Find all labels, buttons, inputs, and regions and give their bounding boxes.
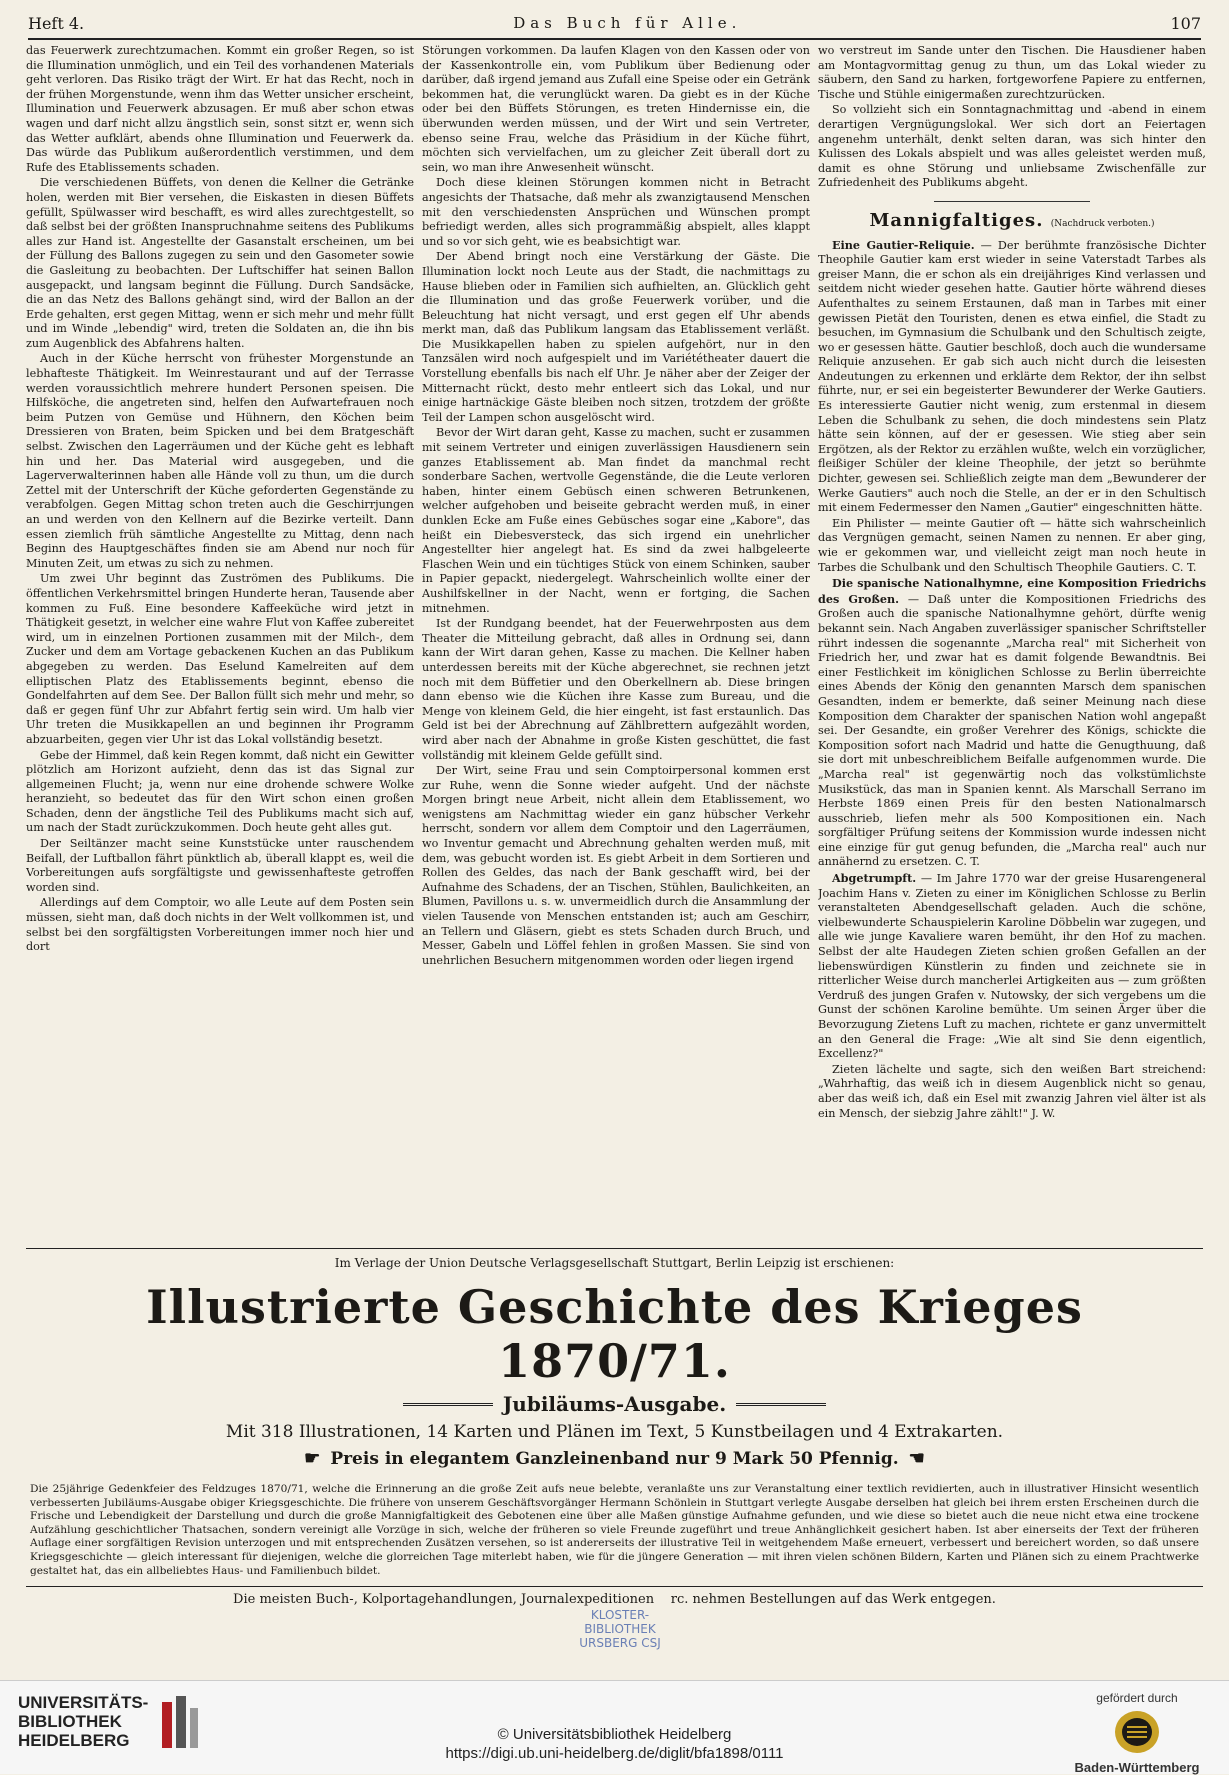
miscellany-item: Eine Gautier-Reliquie. — Der berühmte französische Dichter Theophile Gautier kam erst wieder in seine Vaterstadt Tarbes als greiser Mann, die er schon als ein dreijähriges Kind verlassen und seitdem nicht wieder gesehen hatte. Gautier hörte während dieses Aufenthaltes zu seinem Erstaunen, daß man in Tarbes mit einer gewissen Pietät den Touristen, denen es etwa einfiel, die Stadt zu besuchen, im Gymnasium die Schulbank und den Schultisch zeigte, wo er gesessen hätte. Gautier beschloß, doch auch die wundersame Reliquie anzusehen. Er gab sich auch nicht durch die leisesten Andeutungen zu erkennen und erklärte dem Rektor, der ihn selbst führte, nur, er sei ein begeisterter Bewunderer der Werke Gautiers. Es interessierte Gautier nicht wenig, zum erstenmal in diesem Leben die Schulbank zu sehen, die doch mindestens sein Platz hätte sein können, auf der er gesessen. Wie stieg aber sein Ergötzen, als der Rektor zu erzählen wußte, welch ein vorzüglicher, fleißiger Schüler der kleine Theophile, der jetzt so berühmte Dichter, gewesen sei. Schließlich zeigte man dem „Bewunderer der Werke Gautiers" auch noch die Stelle, an der er in den Schultisch mit einem Federmesser den Namen „Gautier" eingeschnitten hätte. <box>818 237 1206 515</box>
paragraph: das Feuerwerk zurechtzumachen. Kommt ein großer Regen, so ist die Illumination unmöglich, und ein Teil des vorhandenen Materials geht verloren. Das Risiko trägt der Wirt. Er hat das Recht, noch in der frühen Morgenstunde, wenn ihm das Wetter unsicher erscheint, Illumination und Feuerwerk abzusagen. Er muß aber schon etwas wagen und darf nicht allzu ängstlich sein, sonst sitzt er, wenn sich das Wetter aufklärt, abends ohne Illumination und Feuerwerk da. Das würde das Publikum außerordentlich verstimmen, und dem Rufe des Etablissements schaden. <box>26 44 414 174</box>
paragraph: Die verschiedenen Büffets, von denen die Kellner die Getränke holen, werden mit Bier versehen, die Eiskasten in diesen Büffets gefüllt, Spülwasser wird beschafft, es wird alles zurechtgestellt, so daß selbst bei der größten Inanspruchnahme seitens des Publikums alles zur Hand ist. Angestellte der Gasanstalt erscheinen, um bei der Füllung des Ballons zugegen zu sein und den Gasometer sowie die Gasleitung zu beobachten. Der Luftschiffer hat seinen Ballon ausgepackt, und langsam beginnt die Füllung. Durch Sandsäcke, die an das Netz des Ballons gehängt sind, wird der Ballon an der Erde gehalten, erst gegen Mittag, wenn er sich mehr und mehr füllt und im Winde „lebendig" wird, treten die Soldaten an, die ihn bis zum Augenblick des Abfahrens halten. <box>26 176 414 350</box>
paragraph: Der Wirt, seine Frau und sein Comptoirpersonal kommen erst zur Ruhe, wenn die Sonne wieder aufgeht. Und der nächste Morgen bringt neue Arbeit, nicht allein dem Etablissement, wo wenigstens am Nachmittag wieder ein ganz hübscher Verkehr herrscht, sondern vor allem dem Comptoir und den Lagerräumen, wo Inventur gemacht und Abrechnung gehalten werden muß, mit dem, was gebucht worden ist. Es giebt Arbeit in dem Sortieren und Rollen des Geldes, das nach der Bank geschafft wird, bei der Aufnahme des Schadens, der an Tischen, Stühlen, Baulichkeiten, an Blumen, Pavillons u. s. w. unvermeidlich durch die Ansammlung der vielen Tausende von Menschen entstanden ist; auch am Geschirr, an Tellern und Gläsern, giebt es stets Schaden durch Bruch, und Messer, Gabeln und Löffel fehlen in großen Massen. Sie sind von unehrlichen Besuchern mitgenommen worden oder liegen irgend <box>422 764 810 967</box>
article-columns <box>26 44 1206 1244</box>
paragraph: Störungen vorkommen. Da laufen Klagen von den Kassen oder von der Kassenkontrolle ein, vom Publikum über Bedienung oder darüber, daß irgend jemand aus Zufall eine Speise oder ein Getränk bekommen hat, die verunglückt waren. Da giebt es in der Küche oder bei den Büffets Störungen, es treten Hindernisse ein, die überwunden werden müssen, und der Wirt und sein Vertreter, ebenso seine Frau, welche das Präsidium in der Küche führt, möchten sich vervielfachen, um zu gleicher Zeit überall dort zu sein, wo man ihre Anwesenheit wünscht. <box>422 44 810 174</box>
funding-logo <box>1067 1691 1207 1775</box>
column-3 <box>818 44 1206 1244</box>
paragraph: wo verstreut im Sande unter den Tischen. Die Hausdiener haben am Montagvormittag genug zu thun, um das Lokal wieder zu säubern, den Sand zu harken, fortgeworfene Papiere zu entfernen, Tische und Stühle einigermaßen zurechtzurücken. <box>818 44 1206 101</box>
paragraph: Allerdings auf dem Comptoir, wo alle Leute auf dem Posten sein müssen, sieht man, daß doch nichts in der Welt vollkommen ist, und selbst bei den sorgfältigsten Vorbereitungen immer noch hier und dort <box>26 896 414 954</box>
paragraph: So vollzieht sich ein Sonntagnachmittag und -abend in einem derartigen Vergnügungslokal. Wer sich dort an Feiertagen angenehm unterhält, denkt selten daran, was sich hinter den Kulissen des Lokals abspielt und was alles geleistet werden muß, damit es ohne Störung und unliebsame Zwischenfälle zur Zufriedenheit des Publikums abgeht. <box>818 103 1206 190</box>
miscellany-item: Die spanische Nationalhymne, eine Komposition Friedrichs des Großen. — Daß unter die Kompositionen Friedrichs des Großen auch die spanische Nationalhymne gehört, dürfte wenig bekannt sein. Nach Angaben zuverlässiger spanischer Schriftsteller rührt indessen die sogenannte „Marcha real" mit Sicherheit von Friedrich her, und zwar hat es damit folgende Bewandtnis. Bei einer Festlichkeit im königlichen Schlosse zu Berlin überreichte eines Abends der König den genannten Marsch dem spanischen Gesandten, indem er bemerkte, daß seiner Meinung nach diese Komposition dem Charakter der spanischen Nation wohl angepaßt sei. Der Gesandte, ein großer Verehrer des Königs, schickte die Komposition sofort nach Madrid und hatte die Genugthuung, daß sie dort mit unbeschreiblichem Beifalle aufgenommen wurde. Die „Marcha real" ist gegenwärtig noch das volkstümlichste Musikstück, das man in Spanien kennt. Als Marschall Serrano im Herbste 1869 einen Preis für den besten Nationalmarsch ausschrieb, liefen mehr als 500 Kompositionen ein. Nach sorgfältiger Prüfung seitens der Kommission wurde indessen nicht eine einzige für gut genug befunden, die „Marcha real" auch nur annähernd zu ersetzen. C. T. <box>818 576 1206 869</box>
paragraph: Der Seiltänzer macht seine Kunststücke unter rauschendem Beifall, der Luftballon fährt pünktlich ab, überall klappt es, weil die Vorbereitungen aufs sorgfältigste und gewissenhafteste getroffen worden sind. <box>26 837 414 894</box>
reprint-note: (Nachdruck verboten.) <box>1050 218 1155 229</box>
copyright-text: © Universitätsbibliothek Heidelberg <box>497 1726 732 1743</box>
ad-publisher-line: Im Verlage der Union Deutsche Verlagsgesellschaft Stuttgart, Berlin Leipzig ist erschienen: <box>334 1256 895 1270</box>
ad-book-title: Illustrierte Geschichte des Krieges 1870/71. <box>146 1280 1083 1388</box>
ad-edition: Jubiläums-Ausgabe. <box>26 1392 1203 1416</box>
advertisement-bottom-rule <box>26 1586 1203 1587</box>
ad-body: Die 25jährige Gedenkfeier des Feldzuges 1870/71, welche die Erinnerung an die große Zeit aufs neue belebte, veranlaßte uns zur Veranstaltung einer textlich revidierten, auch in illustrativer Hinsicht wesentlich verbesserten Jubiläums-Ausgabe obiger Kriegsgeschichte. Die frühere von unserem Geschäftsvorgänger Hermann Schönlein in Stuttgart verlegte Ausgabe derselben hat gleich bei ihrem ersten Erscheinen durch die Frische und Lebendigkeit der Darstellung und durch die große Mannigfaltigkeit des Gebotenen eine über alle Maßen günstige Aufnahme gefunden, und wie diese so bietet auch die neue nicht etwa eine trockene Aufzählung geschichtlicher Thatsachen, sondern vereinigt alle Vorzüge in sich, welche der früheren so viele Freunde zugeführt und treue Anhänglichkeit gesichert haben. Ist aber einerseits der Text der früheren Auflage einer sorgfältigen Revision unterzogen und mit entsprechenden Zusätzen versehen, so ist andererseits der illustrative Teil in weitgehendem Maße erneuert, verbessert und bereichert worden, so daß unsere Kriegsgeschichte — gleich interessant für diejenigen, welche die glorreichen Tage miterlebt haben, wie für die jüngere Generation — mit ihren vielen schönen Bildern, Karten und Plänen sich zu einem Prachtwerke gestaltet hat, das ein allbeliebtes Haus- und Familienbuch bildet. <box>30 1483 1199 1577</box>
paragraph: Doch diese kleinen Störungen kommen nicht in Betracht angesichts der Thatsache, daß mehr als zwanzigtausend Menschen mit den verschiedensten Ansprüchen und Wünschen prompt befriedigt werden, alles sich programmäßig abspielt, alles klappt und so vor sich geht, wie es beabsichtigt war. <box>422 176 810 248</box>
ad-closing: Die meisten Buch-, Kolportagehandlungen, Journalexpeditionen ㅤrc. nehmen Bestellungen auf das Werk entgegen. <box>233 1592 996 1608</box>
column-2 <box>422 44 810 1244</box>
miscellany-item: Abgetrumpft. — Im Jahre 1770 war der greise Husarengeneral Joachim Hans v. Zieten zu einer im Königlichen Schlosse zu Berlin veranstalteten Abendgesellschaft geladen. Auch die schöne, vielbewunderte Schauspielerin Karoline Döbbelin war zugegen, und alle wie junge Kavaliere waren bemüht, ihr den Hof zu machen. Selbst der alte Haudegen Zieten schien großen Gefallen an der liebenswürdigen Künstlerin zu finden und zeichnete sie in ritterlicher Weise durch mancherlei Artigkeiten aus — zum größten Verdruß des jungen Grafen v. Nutowsky, der sich vergebens um die Gunst der schönen Karoline bemühte. Um seinen Ärger über die Bevorzugung Zietens Luft zu machen, richtete er ganz unvermittelt an den General die Frage: „Wie alt sind Sie denn eigentlich, Excellenz?" <box>818 871 1206 1061</box>
book-advertisement <box>26 1250 1203 1608</box>
digitization-footer <box>0 1680 1229 1774</box>
ornament-rule <box>403 1403 493 1406</box>
paragraph: Um zwei Uhr beginnt das Zuströmen des Publikums. Die öffentlichen Verkehrsmittel bringen Hunderte heran, Tausende aber kommen zu Fuß. Eine besondere Kaffeeküche wird jetzt in Thätigkeit gesetzt, in welcher eine wahre Flut von Kaffee zubereitet wird, um in einzelnen Portionen zusammen mit der Milch-, dem Zucker und dem am Vortage gebackenen Kuchen an das Publikum abgegeben zu werden. Das Eselund Kamelreiten auf dem elliptischen Platz des Etablissements beginnt, ebenso die Gondelfahrten auf dem See. Der Ballon füllt sich mehr und mehr, so daß er gegen fünf Uhr zur Abfahrt fertig sein wird. Um halb vier Uhr treten die Musikkapellen an und beginnen ihr Programm abzuarbeiten, gegen vier Uhr ist das Lokal vollständig besetzt. <box>26 572 414 746</box>
advertisement-top-rule <box>26 1248 1203 1249</box>
miscellany-item: Zieten lächelte und sagte, sich den weißen Bart streichend: „Wahrhaftig, das weiß ich in diesem Augenblick nicht so genau, aber das weiß ich, daß ein Esel mit zwanzig Jahren viel älter ist als ein Mensch, der siebzig Jahre zählt!" J. W. <box>818 1062 1206 1120</box>
running-header <box>28 8 1201 40</box>
ornament-rule <box>736 1403 826 1406</box>
miscellany-heading: Mannigfaltiges. (Nachdruck verboten.) <box>869 209 1155 231</box>
ad-details: Mit 318 Illustrationen, 14 Karten und Plänen im Text, 5 Kunstbeilagen und 4 Extrakarten. <box>225 1422 1004 1442</box>
miscellany-item: Ein Philister — meinte Gautier oft — hätte sich wahrscheinlich das Vergnügen gemacht, seinen Namen zu nennen. Er aber ging, wie er gekommen war, und vielleicht zeigt man noch heute in Tarbes die Schulbank und den Schultisch Theophile Gautiers. C. T. <box>818 516 1206 574</box>
ub-heidelberg-name: UNIVERSITÄTS- BIBLIOTHEK HEIDELBERG <box>18 1693 149 1750</box>
footer-center <box>0 1725 1229 1763</box>
issue-label: Heft 4. <box>28 13 85 33</box>
paragraph: Ist der Rundgang beendet, hat der Feuerwehrposten aus dem Theater die Mitteilung gebracht, daß alles in Ordnung sei, dann kann der Wirt daran gehen, Kasse zu machen. Die Kellner haben unterdessen bereits mit der Küche abgerechnet, sie rechnen jetzt noch mit dem Büffetier und den Oberkellnern ab. Diese bringen dann ebenso wie die Küchen ihre Kasse zum Bureau, und die Menge von kleinem Geld, die hier eingeht, ist fast erstaunlich. Das Geld ist bei der Abrechnung auf Zählbrettern aufgezählt worden, wird aber nach der Abnahme in große Kisten geschüttet, die fast vollständig mit kleinem Gelde gefüllt sind. <box>422 617 810 762</box>
source-url-link[interactable]: https://digi.ub.uni-heidelberg.de/diglit/bfa1898/0111 <box>445 1745 784 1762</box>
pointing-hand-icon: ☛ <box>304 1448 321 1469</box>
paragraph: Auch in der Küche herrscht von frühester Morgenstunde an lebhafteste Thätigkeit. Im Weinrestaurant und auf der Terrasse werden voraussichtlich mehrere hundert Personen speisen. Die Hilfsköche, die angetreten sind, helfen den Aufwartefrauen noch beim Putzen von Gemüse und Hühnern, den Köchen beim Dressieren von Braten, beim Spicken und bei dem Bratgeschäft selbst. Zwischen den Lagerräumen und der Küche geht es lebhaft hin und her. Das Material wird ausgegeben, und die Lagerverwalterinnen haben alle Hände voll zu thun, um die durch Zettel mit der Unterschrift der Küche geforderten Gegenstände zu verabfolgen. Gegen Mittag schon treten auch die Geschirrjungen an und werden von den Kellnern auf die Bezirke verteilt. Dann essen ziemlich früh sämtliche Angestellte zu Mittag, denn nach Beginn des Hauptgeschäftes finden sie am Abend nur noch für Minuten Zeit, um etwas zu sich zu nehmen. <box>26 352 414 570</box>
section-divider <box>934 201 1089 202</box>
funded-by-label: gefördert durch <box>1096 1691 1178 1705</box>
page-number: 107 <box>1170 13 1201 33</box>
paragraph: Gebe der Himmel, daß kein Regen kommt, daß nicht ein Gewitter plötzlich am Horizont aufzieht, denn das ist das Signal zur allgemeinen Flucht; ja, wenn nur eine drohende schwere Wolke heranzieht, so bedeutet das für den Wirt schon einen großen Schaden, denn der ängstliche Teil des Publikums macht sich auf, um nach der Stadt zurückzukommen. Doch heute geht alles gut. <box>26 748 414 835</box>
column-1 <box>26 44 414 1244</box>
state-name: Baden-Württemberg <box>1074 1760 1200 1775</box>
journal-title: Das Buch für Alle. <box>513 14 742 32</box>
coat-of-arms-icon <box>1113 1709 1161 1755</box>
paragraph: Bevor der Wirt daran geht, Kasse zu machen, sucht er zusammen mit seinem Vertreter und einigen zuverlässigen Hausdienern sein ganzes Etablissement ab. Man findet da manchmal recht sonderbare Sachen, wertvolle Gegenstände, die die Leute verloren haben, hinter einem Gebüsch einen schweren Betrunkenen, welcher aufgehoben und beiseite gebracht werden muß, in einer dunklen Ecke am Fuße eines Gebüsches sogar eine „Kabore", das heißt ein Diebesversteck, das sich irgend ein unehrlicher Angestellter hier angelegt hat. Es sind da zwei halbgeleerte Flaschen Wein und ein tüchtiges Stück von einem Schinken, sauber in Papier gepackt, niedergelegt. Wahrscheinlich wollte einer der Aushilfskellner in der Nacht, wenn er fortging, die Sachen mitnehmen. <box>422 426 810 615</box>
library-stamp: KLOSTER- BIBLIOTHEK URSBERG CSJ <box>579 1608 661 1650</box>
pointing-hand-left-icon: ☚ <box>908 1448 925 1469</box>
ad-price: ☛ Preis in elegantem Ganzleinenband nur 9 Mark 50 Pfennig. ☚ <box>304 1448 925 1469</box>
paragraph: Der Abend bringt noch eine Verstärkung der Gäste. Die Illumination lockt noch Leute aus der Stadt, die nachmittags zu Hause blieben oder in Familien sich aufhielten, an. Glücklich geht die Illumination und das große Feuerwerk vorüber, und die Beleuchtung hat nicht versagt, und erst gegen elf Uhr abends merkt man, daß das Publikum langsam das Etablissement verläßt. Die Musikkapellen haben zu spielen aufgehört, nur in den Tanzsälen wird noch aufgespielt und im Variététheater dauert die Vorstellung ebenfalls bis nach elf Uhr. Je näher aber der Zeiger der Mitternacht rückt, desto mehr entleert sich das Lokal, und nur einige hartnäckige Gäste bleiben noch sitzen, trotzdem der größte Teil der Lampen schon ausgelöscht wird. <box>422 250 810 424</box>
